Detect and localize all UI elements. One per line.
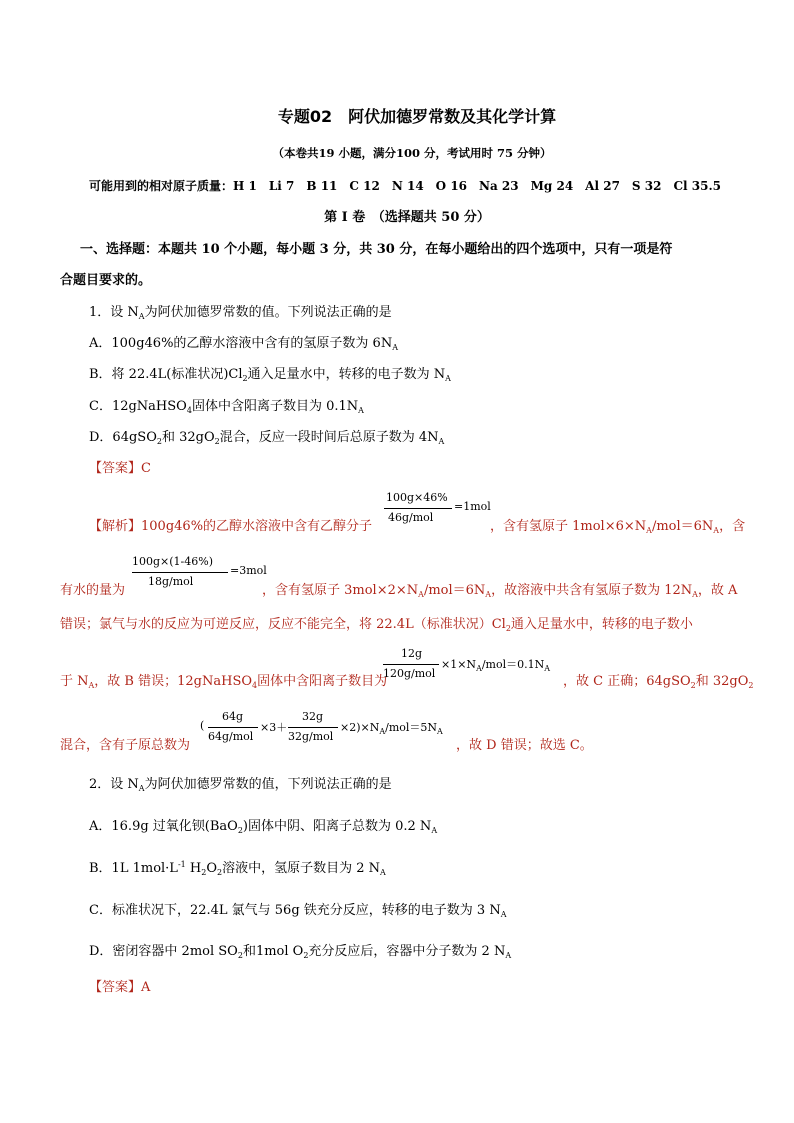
instruction-line-2: 合题目要求的。 [60, 273, 152, 288]
q1-explanation-line-2b: ，含有氢原子 $3mol\times 2\times N_A/mol=6N_A$，故溶液中共含有氢原子数为 $12N_A$，故 A [262, 583, 738, 599]
q2-option-a: A．16.9g 过氧化钡(BaO$_2$)固体中阴、阳离子总数为 0.2 $N_A$ [89, 819, 438, 835]
q2-option-b: B．1L $1mol\cdot L^{-1}$ $H_2O_2$溶液中，氢原子数目为 2 $N_A$ [89, 860, 386, 877]
q2-stem: 2．设 $N_A$为阿伏加德罗常数的值，下列说法正确的是 [89, 777, 392, 793]
page-title: 专题02 阿伏加德罗常数及其化学计算 [277, 107, 557, 126]
q1-option-b: B．将 22.4L(标准状况)$Cl_2$通入足量水中，转移的电子数为 $N_A$ [89, 367, 451, 383]
q1-explanation-line-5: 混合，含有子原总数为 [60, 738, 191, 753]
q1-option-a: A．100g46%的乙醇水溶液中含有的氢原子数为 $6N_A$ [89, 336, 398, 352]
q1-explanation-line-4b: ，故 C 正确；64gSO$_2$和 $32gO_2$ [563, 674, 754, 690]
q2-answer: 【答案】A [89, 980, 151, 995]
q1-explanation-line-4: 于 $N_A$，故 B 错误；12gNaHSO$_4$固体中含阳离子数目为 [60, 674, 388, 690]
q1-explanation-line-1: 【解析】100g46%的乙醇水溶液中含有乙醇分子 [89, 519, 373, 534]
q1-explanation-line-3: 错误；氯气与水的反应为可逆反应，反应不能完全，将 22.4L（标准状况）$Cl_2$通入足量水中，转移的电子数小 [60, 617, 693, 633]
q2-option-d: D．密闭容器中 2mol $SO_2$和1mol $O_2$充分反应后，容器中分子数为 2 $N_A$ [89, 944, 512, 960]
q1-explanation-line-1b: ，含有氢原子 $1mol\times 6\times N_A/mol=6N_A$，含 [490, 519, 746, 535]
q1-stem: 1．设 $N_A$为阿伏加德罗常数的值。下列说法正确的是 [89, 305, 392, 321]
q1-explanation-line-5b: ，故 D 错误；故选 C。 [456, 738, 593, 753]
q1-option-d: D．64gSO$_2$和 $32gO_2$混合，反应一段时间后总原子数为 $4N_A$ [89, 430, 445, 446]
q2-option-c: C．标准状况下，22.4L 氯气与 56g 铁充分反应，转移的电子数为 3 $N_A$ [89, 903, 507, 919]
exam-note: （本卷共19 小题，满分100 分，考试用时 75 分钟） [272, 146, 552, 160]
q1-explanation-line-2: 有水的量为 [60, 583, 126, 598]
atomic-masses: 可能用到的相对原子质量：H 1 Li 7 B 11 C 12 N 14 O 16 Na 23 Mg 24 Al 27 S 32 Cl 35.5 [89, 179, 721, 193]
section-title: 第 I 卷 （选择题共 50 分） [324, 210, 490, 225]
instruction-line-1: 一、选择题：本题共 10 个小题，每小题 3 分，共 30 分，在每小题给出的四个选项中，只有一项是符 [80, 242, 673, 257]
q1-option-c: C．12gNaHSO$_4$固体中含阳离子数目为 $0.1N_A$ [89, 399, 364, 415]
q1-answer: 【答案】C [89, 461, 151, 476]
